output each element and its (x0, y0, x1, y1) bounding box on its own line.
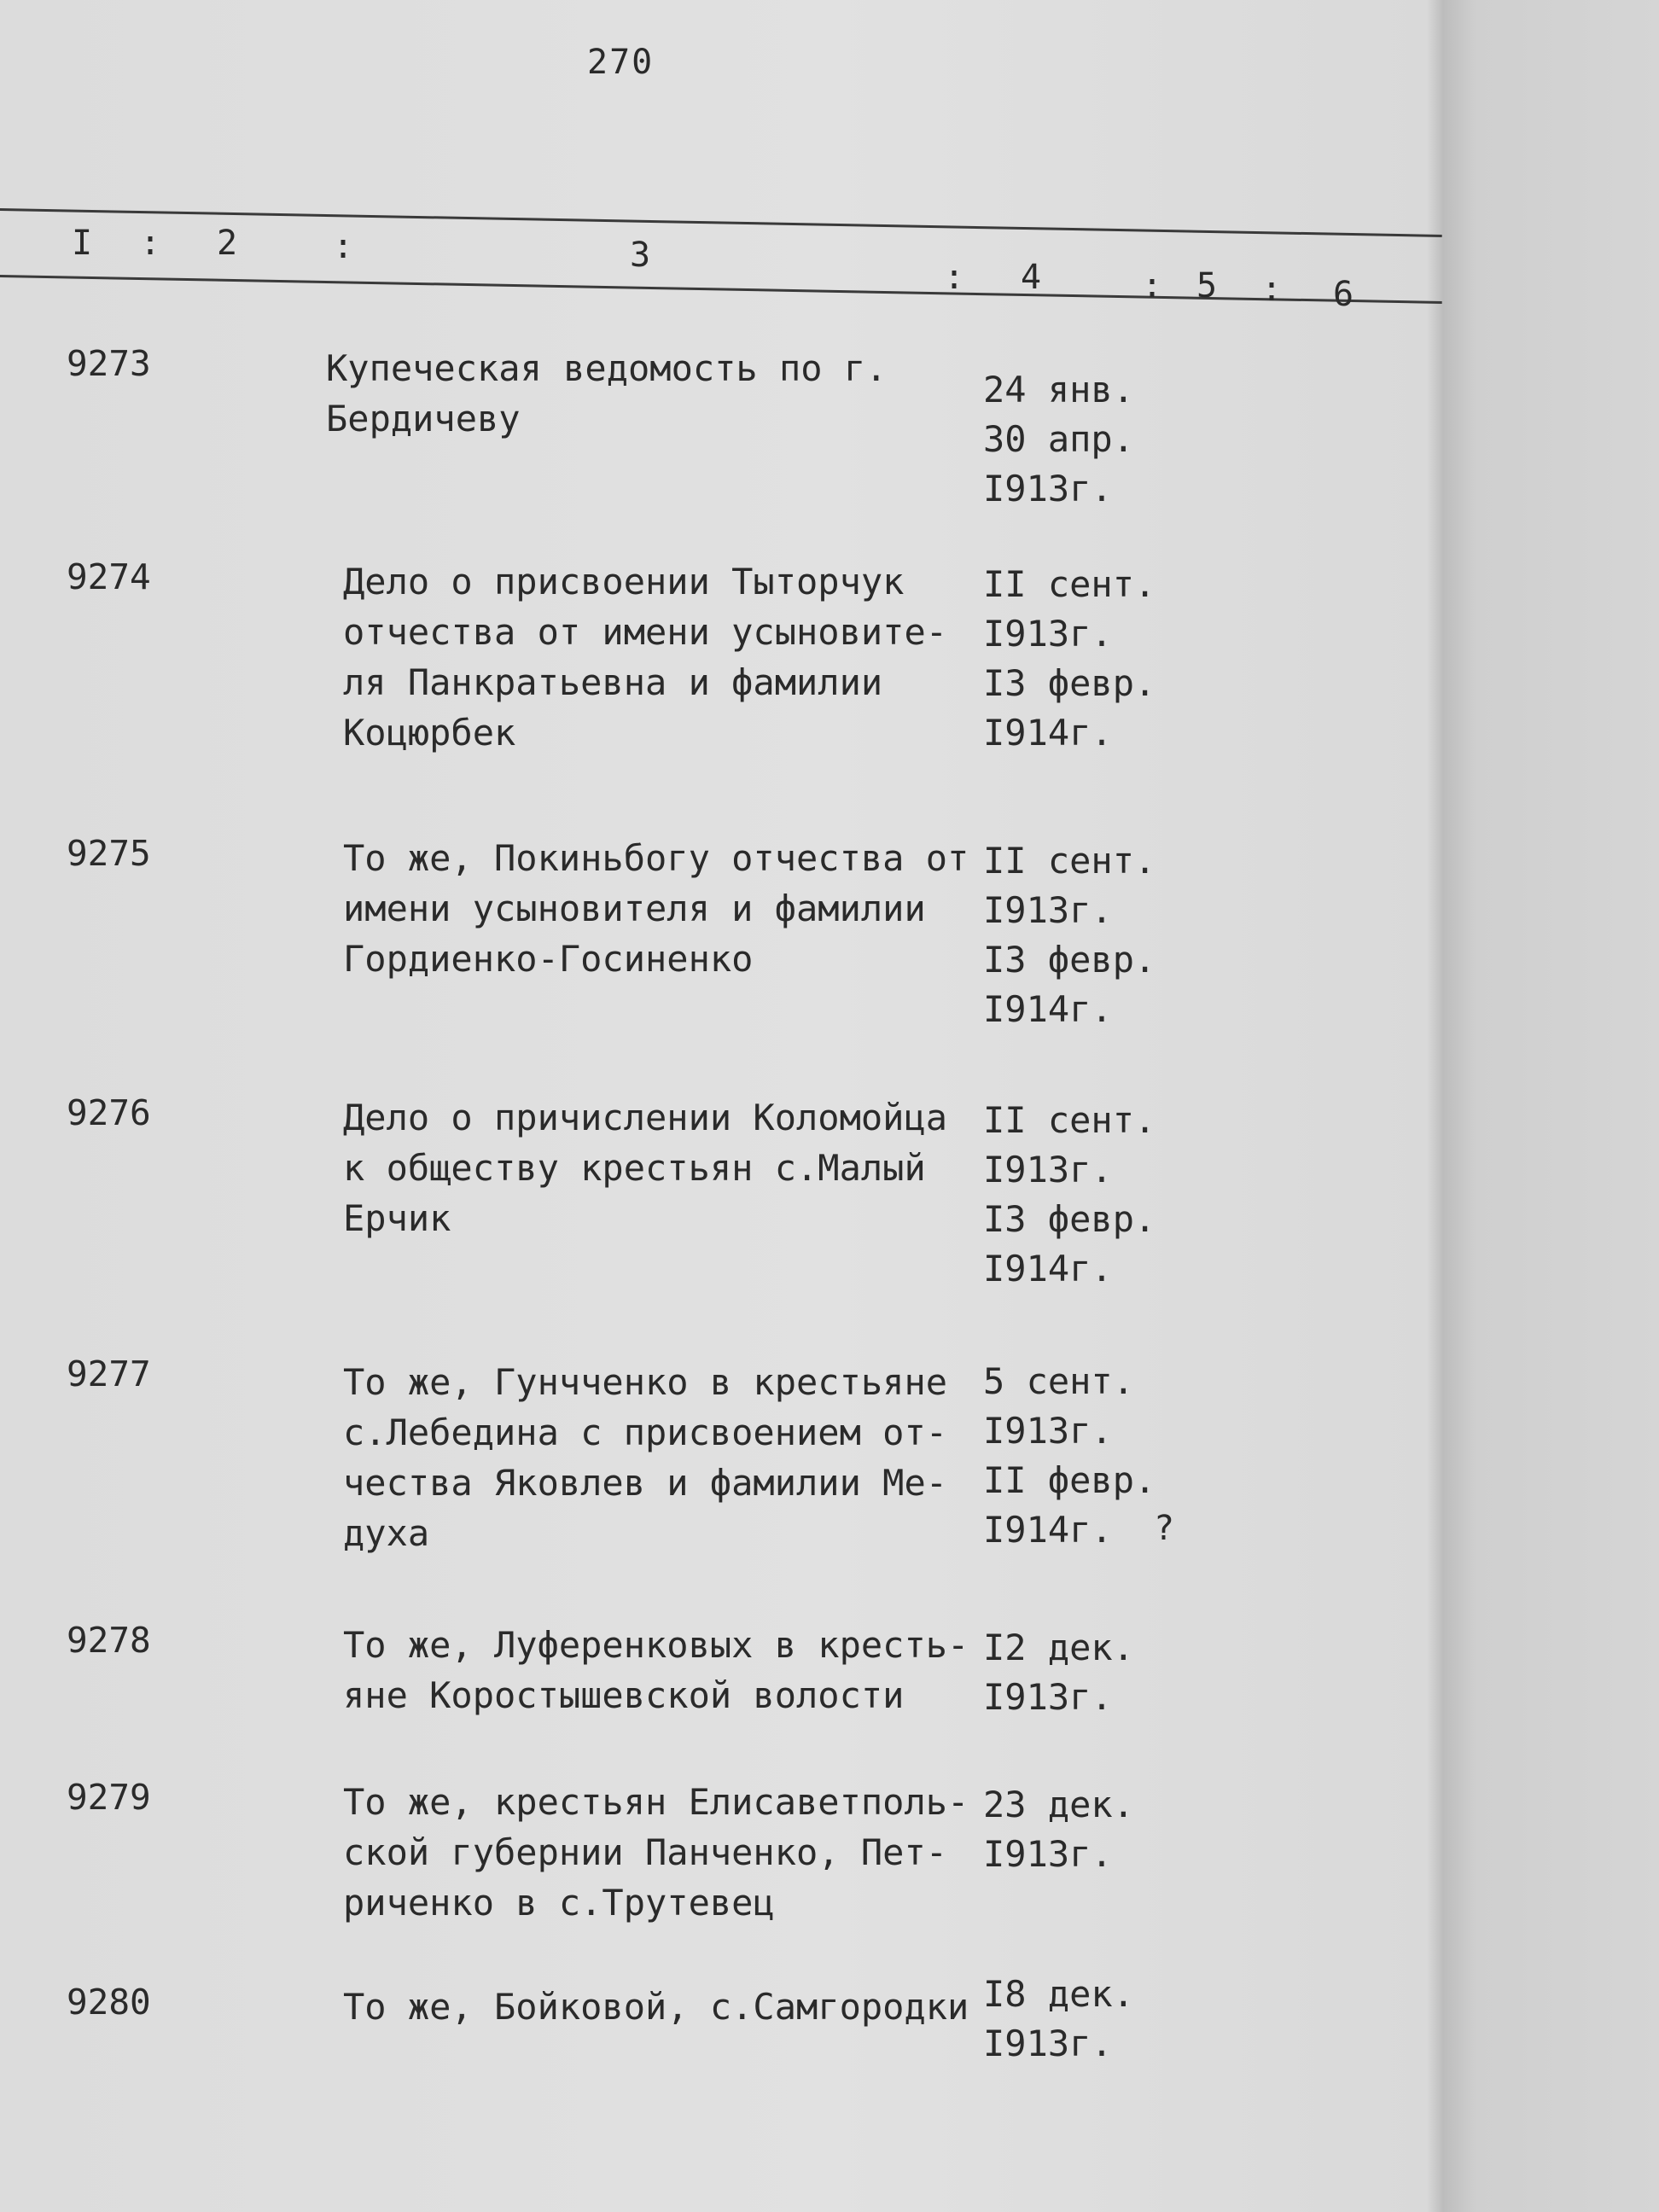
record-dates (983, 1623, 1134, 1722)
date-line: II сент. (983, 1099, 1156, 1141)
date-line: I913г. (983, 613, 1113, 655)
description-line: имени усыновителя и фамилии (343, 888, 926, 929)
column-header-3: 3 (630, 236, 651, 275)
date-line: I913г. (983, 468, 1113, 509)
description-line: То же, Бойковой, с.Самгородки (343, 1986, 969, 2028)
description-line: ля Панкратьевна и фамилии (343, 661, 883, 703)
record-number: 9276 (67, 1092, 151, 1133)
column-separator: : (1261, 270, 1283, 309)
date-line: I2 дек. (983, 1627, 1135, 1668)
record-dates (983, 836, 1155, 1034)
date-line: I3 февр. (983, 939, 1156, 981)
record-description (343, 1777, 992, 1928)
record-description (343, 1620, 992, 1720)
description-line: Дело о присвоении Тыторчук (343, 561, 905, 602)
date-line: 30 апр. (983, 418, 1135, 460)
record-description (343, 1092, 992, 1243)
record-number: 9277 (67, 1353, 151, 1394)
record-description (343, 1982, 992, 2032)
date-line: I913г. (983, 1149, 1113, 1190)
record-dates (983, 1780, 1134, 1879)
date-line: II февр. (983, 1459, 1156, 1501)
description-line: с.Лебедина с присвоением от- (343, 1412, 948, 1453)
record-dates (983, 1357, 1155, 1555)
description-line: Ерчик (343, 1197, 451, 1239)
description-line: Бердичеву (326, 398, 521, 439)
description-line: Гордиенко-Госиненко (343, 938, 754, 980)
record-number: 9274 (67, 556, 151, 597)
record-number: 9278 (67, 1620, 151, 1661)
record-dates (983, 1096, 1155, 1294)
record-number: 9273 (67, 343, 151, 384)
header-bottom-rule (0, 275, 1442, 304)
date-line: I3 февр. (983, 662, 1156, 704)
column-header-2: 2 (217, 224, 238, 263)
column-separator: : (140, 224, 161, 263)
column-header-1: I (72, 224, 93, 263)
column-separator: : (333, 227, 354, 266)
description-line: отчества от имени усыновите- (343, 611, 948, 653)
record-dates (983, 560, 1155, 758)
description-line: Купеческая ведомость по г. (326, 347, 888, 389)
record-description (343, 1357, 992, 1558)
description-line: То же, крестьян Елисаветполь- (343, 1781, 969, 1823)
date-line: I913г. (983, 1833, 1113, 1875)
column-header-5: 5 (1196, 266, 1218, 306)
description-line: ской губернии Панченко, Пет- (343, 1831, 948, 1873)
description-line: То же, Гунчченко в крестьяне (343, 1361, 948, 1403)
column-header-4: 4 (1021, 258, 1042, 297)
description-line: яне Коростышевской волости (343, 1674, 905, 1716)
date-line: II сент. (983, 563, 1156, 605)
date-line: I914г. (983, 1509, 1113, 1551)
date-line: I913г. (983, 1410, 1113, 1452)
description-line: духа (343, 1512, 430, 1554)
record-description (326, 343, 975, 444)
record-number: 9275 (67, 833, 151, 874)
date-line: I913г. (983, 1676, 1113, 1718)
date-line: I914г. (983, 712, 1113, 754)
date-line: I914г. (983, 988, 1113, 1030)
date-line: II сент. (983, 840, 1156, 882)
column-header-6: 6 (1333, 275, 1354, 314)
description-line: к обществу крестьян с.Малый (343, 1147, 926, 1189)
date-line: I914г. (983, 1248, 1113, 1289)
page-number: 270 (587, 43, 655, 82)
description-line: чества Яковлев и фамилии Ме- (343, 1462, 948, 1504)
description-line: То же, Луференковых в кресть- (343, 1624, 969, 1666)
record-description (343, 556, 992, 758)
record-dates (983, 1970, 1134, 2069)
description-line: риченко в с.Трутевец (343, 1882, 775, 1924)
date-line: 23 дек. (983, 1784, 1135, 1825)
description-line: То же, Покиньбогу отчества от (343, 837, 969, 879)
date-line: 5 сент. (983, 1360, 1135, 1402)
date-line: 24 янв. (983, 369, 1135, 410)
description-line: Дело о причислении Коломойца (343, 1097, 948, 1138)
record-number: 9279 (67, 1777, 151, 1818)
column-separator: : (1142, 266, 1163, 306)
margin-question-mark: ? (1154, 1509, 1175, 1548)
record-number: 9280 (67, 1982, 151, 2023)
date-line: I913г. (983, 889, 1113, 931)
record-dates (983, 365, 1134, 514)
date-line: I913г. (983, 2023, 1113, 2064)
description-line: Коцюрбек (343, 712, 516, 754)
date-line: I3 февр. (983, 1198, 1156, 1240)
record-description (343, 833, 992, 984)
column-separator: : (944, 258, 965, 297)
date-line: I8 дек. (983, 1973, 1135, 2015)
next-sheet-edge (1444, 0, 1659, 2212)
